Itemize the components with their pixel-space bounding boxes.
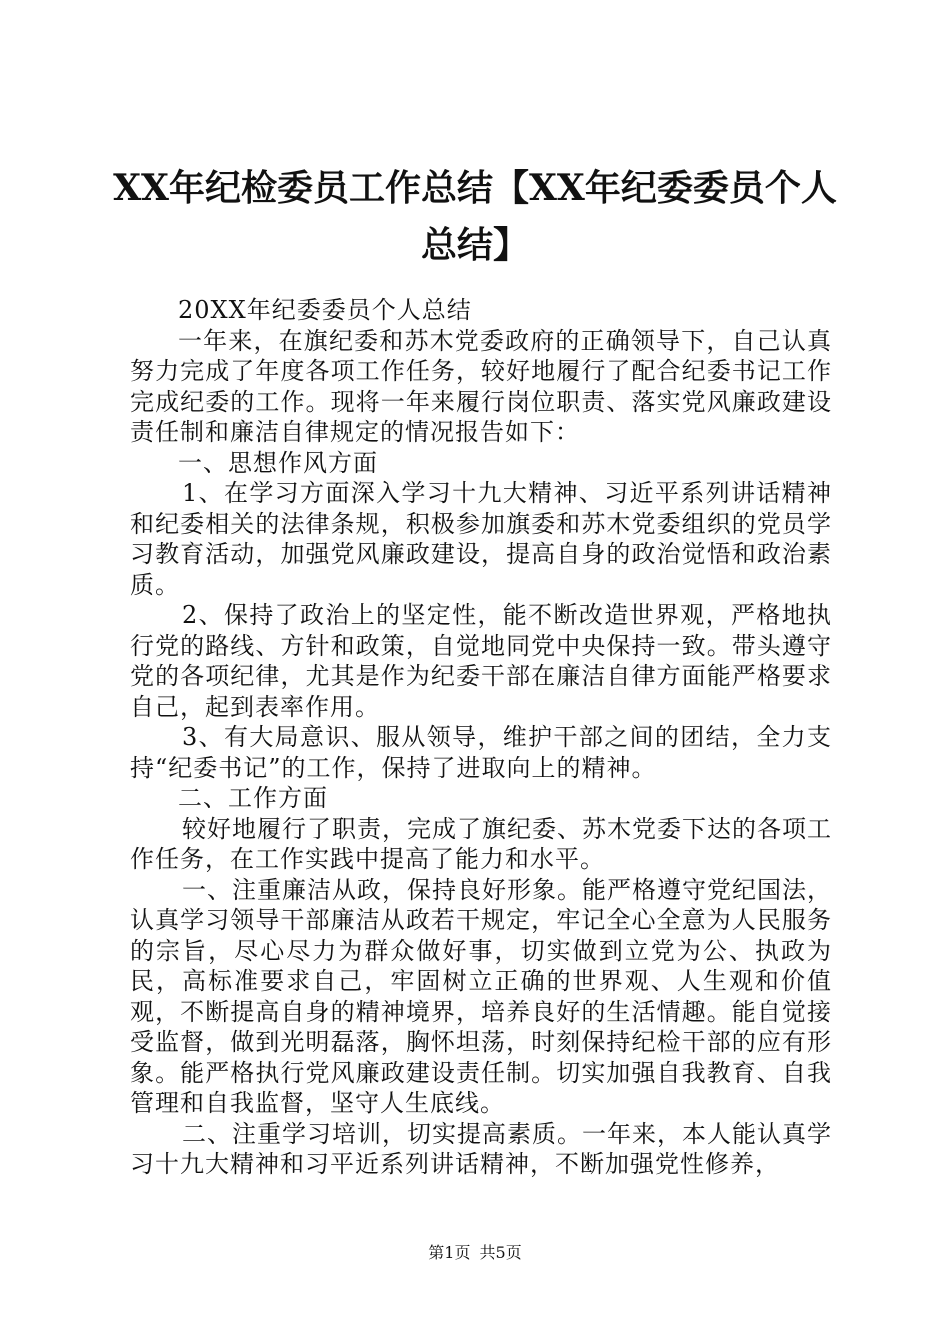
paragraph-subtitle: 20XX年纪委委员个人总结: [178, 296, 472, 324]
page-number-total: 共5页: [479, 1243, 522, 1262]
document-body: [130, 295, 832, 1180]
paragraph-work-summary: 较好地履行了职责，完成了旗纪委、苏木党委下达的各项工作任务，在工作实践中提高了能力和水平。: [130, 814, 832, 873]
paragraph-integrity: 一、注重廉洁从政，保持良好形象。能严格遵守党纪国法，认真学习领导干部廉洁从政若干规定，牢记全心全意为人民服务的宗旨，尽心尽力为群众做好事，切实做到立党为公、执政为民，高标准要求自己，牢固树立正确的世界观、人生观和价值观，不断提高自身的精神境界，培养良好的生活情趣。能自觉接受监督，做到光明磊落，胸怀坦荡，时刻保持纪检干部的应有形象。能严格执行党风廉政建设责任制。切实加强自我教育、自我管理和自我监督，坚守人生底线。: [130, 875, 832, 1117]
paragraph-intro: 一年来，在旗纪委和苏木党委政府的正确领导下，自己认真努力完成了年度各项工作任务，较好地履行了配合纪委书记工作完成纪委的工作。现将一年来履行岗位职责、落实党风廉政建设责任制和廉洁自律规定的情况报告如下：: [130, 326, 832, 446]
paragraph-item-2: 2、保持了政治上的坚定性，能不断改造世界观，严格地执行党的路线、方针和政策，自觉地同党中央保持一致。带头遵守党的各项纪律，尤其是作为纪委干部在廉洁自律方面能严格要求自己，起到表率作用。: [130, 601, 832, 721]
paragraph-item-3: 3、有大局意识、服从领导，维护干部之间的团结，全力支持“纪委书记”的工作，保持了进取向上的精神。: [130, 723, 832, 782]
page-footer: [0, 1242, 950, 1264]
paragraph-learning: 二、注重学习培训，切实提高素质。一年来，本人能认真学习十九大精神和习平近系列讲话精神，不断加强党性修养，: [130, 1119, 832, 1178]
section-heading-1: 一、思想作风方面: [178, 448, 378, 477]
paragraph-item-1: 1、在学习方面深入学习十九大精神、习近平系列讲话精神和纪委相关的法律条规，积极参加旗委和苏木党委组织的党员学习教育活动，加强党风廉政建设，提高自身的政治觉悟和政治素质。: [130, 479, 832, 599]
document-title: XX年纪检委员工作总结【XX年纪委委员个人总结】: [113, 167, 837, 266]
page-number-current: 第1页: [428, 1243, 471, 1262]
section-heading-2: 二、工作方面: [178, 784, 328, 812]
